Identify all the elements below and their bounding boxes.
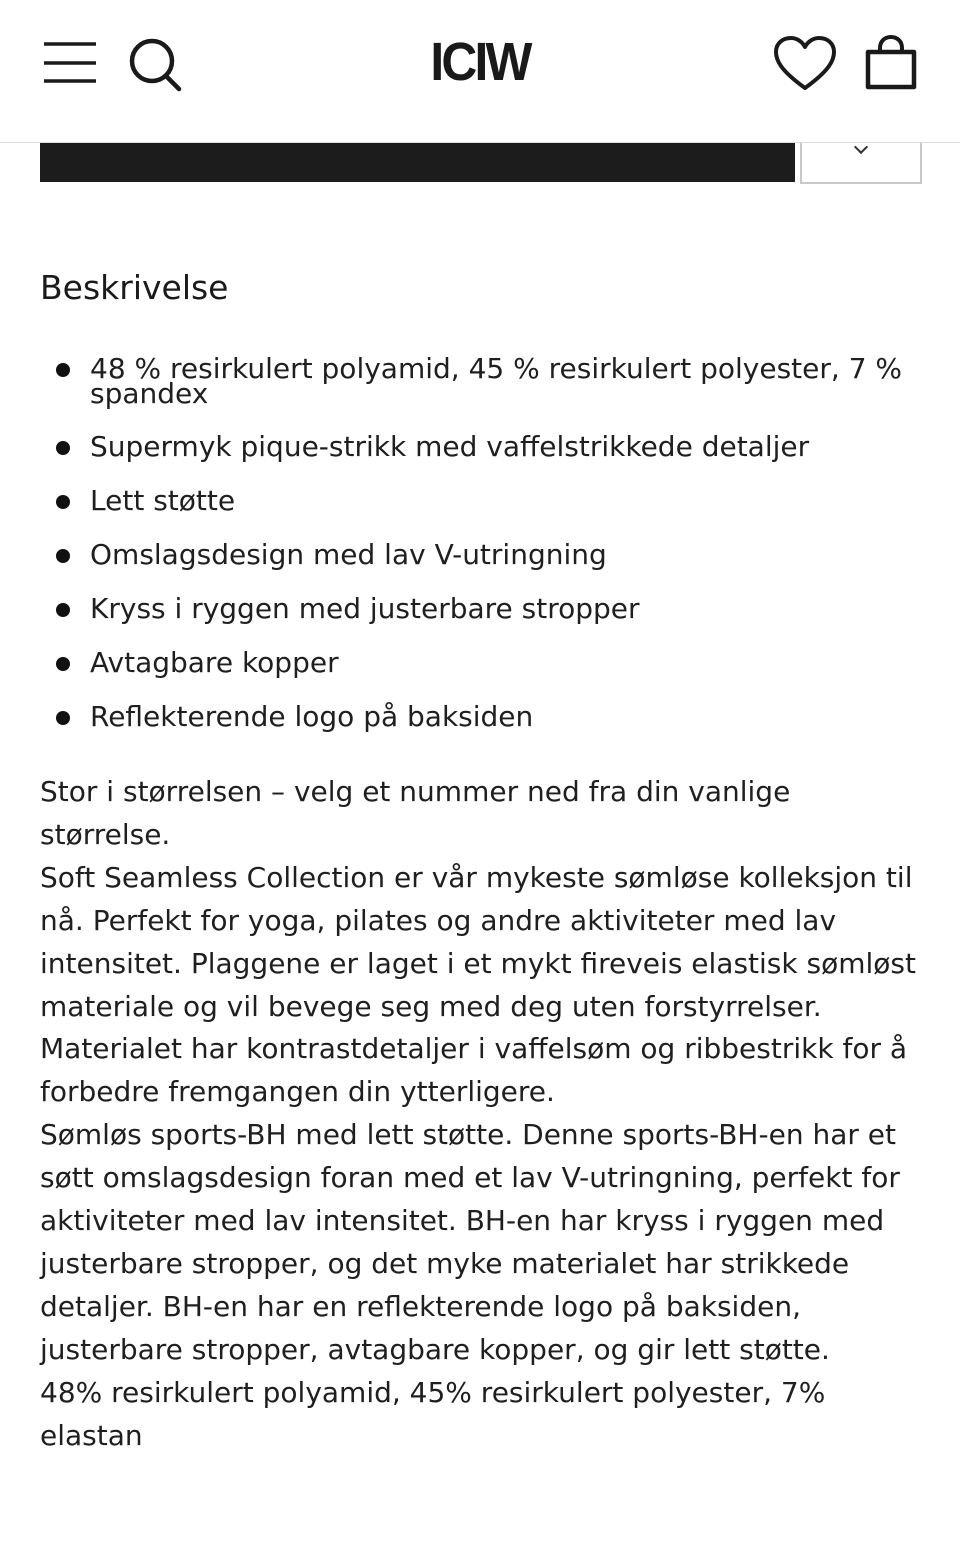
list-item: 48 % resirkulert polyamid, 45 % resirkulert polyester, 7 % spandex [40,356,920,406]
product-description [40,771,925,1458]
list-item: Lett støtte [40,488,920,513]
section-title: Beskrivelse [40,268,229,307]
description-paragraph: Stor i størrelsen – velg et nummer ned fra din vanlige størrelse. [40,775,791,851]
list-item: Omslagsdesign med lav V-utringning [40,542,920,567]
description-paragraph: 48% resirkulert polyamid, 45% resirkulert polyester, 7% elastan [40,1375,826,1452]
heart-icon[interactable] [772,34,838,94]
list-item: Supermyk pique-strikk med vaffelstrikkede detaljer [40,434,920,459]
brand-logo[interactable] [400,22,560,102]
bag-icon[interactable] [862,34,920,94]
search-icon[interactable] [124,34,184,94]
description-paragraph: Sømløs sports-BH med lett støtte. Denne sports-BH-en har et søtt omslagsdesign foran med et lav V-utringning, perfekt for aktiviteter med lav intensitet. BH-en har kryss i ryggen med justerbare stropper, og det myke materialet har strikkede detaljer. BH-en har en reflekterende logo på baksiden, justerbare stropper, avtagbare kopper, og gir lett støtte. [40,1118,900,1366]
list-item: Avtagbare kopper [40,650,920,675]
site-header [0,0,960,143]
menu-icon[interactable] [40,38,100,88]
brand-logo-text: ICIW [430,32,530,92]
list-item: Reflekterende logo på baksiden [40,704,920,729]
description-paragraph: Soft Seamless Collection er vår mykeste sømløse kolleksjon til nå. Perfekt for yoga, pilates og andre aktiviteter med lav intensitet. Plaggene er laget i et mykt fireveis elastisk sømløst materiale og vil bevege seg med deg uten forstyrrelser. Materialet har kontrastdetaljer i vaffelsøm og ribbestrikk for å forbedre fremgangen din ytterligere. [40,860,916,1109]
list-item: Kryss i ryggen med justerbare stropper [40,596,920,621]
feature-list [40,352,920,758]
